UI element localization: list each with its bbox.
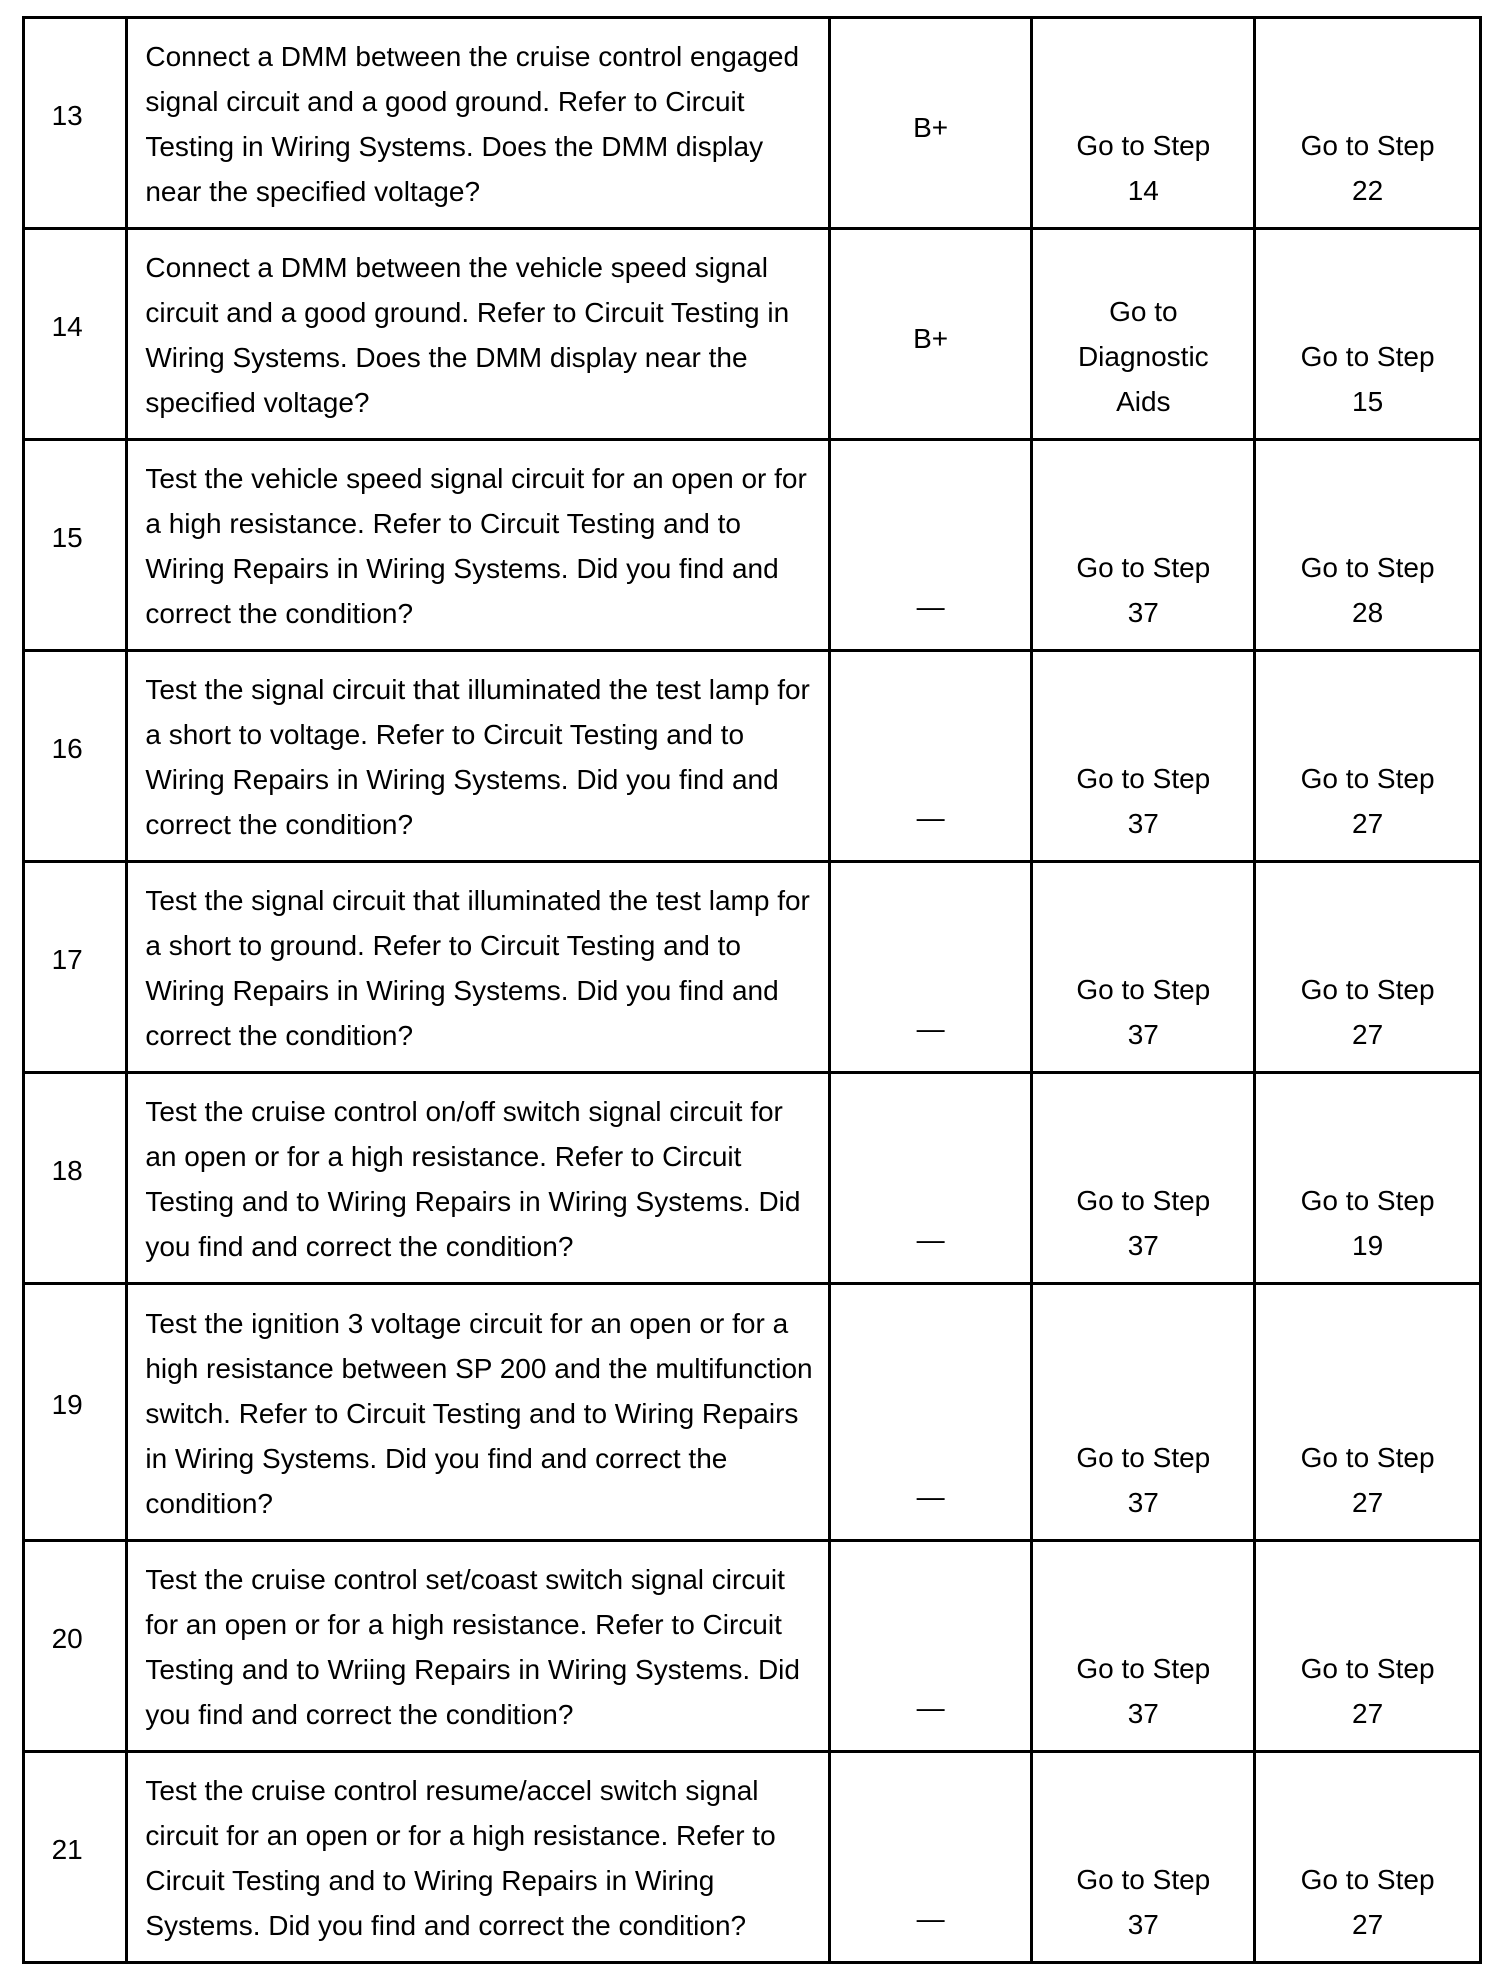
table-row xyxy=(24,651,1481,862)
yes-result-cell: Go to Step 37 xyxy=(1032,440,1255,651)
step-number: 20 xyxy=(51,1622,83,1654)
yes-result-cell: Go to Diagnostic Aids xyxy=(1032,229,1255,440)
step-number-cell xyxy=(24,1541,127,1752)
step-number: 14 xyxy=(51,310,83,342)
table-row xyxy=(24,1752,1481,1963)
action-cell: Test the vehicle speed signal circuit for an open or for a high resistance. Refer to Circuit Testing and to Wiring Repairs in Wiring Systems. Did you find and correct the condition? xyxy=(127,440,829,651)
table-row xyxy=(24,229,1481,440)
no-result-cell: Go to Step 19 xyxy=(1255,1073,1481,1284)
action-cell: Test the signal circuit that illuminated the test lamp for a short to ground. Refer to Circuit Testing and to Wiring Repairs in Wiring Systems. Did you find and correct the condition? xyxy=(127,862,829,1073)
step-number-cell xyxy=(24,862,127,1073)
table-row xyxy=(24,18,1481,229)
step-number-cell xyxy=(24,440,127,651)
no-result-cell: Go to Step 27 xyxy=(1255,1284,1481,1541)
yes-result-cell: Go to Step 37 xyxy=(1032,862,1255,1073)
value-cell: — xyxy=(829,1541,1032,1752)
action-cell: Test the ignition 3 voltage circuit for an open or for a high resistance between SP 200 and the multifunction switch. Refer to Circuit Testing and to Wiring Repairs in Wiring Systems. Did you find and correct the condition? xyxy=(127,1284,829,1541)
yes-result-cell: Go to Step 37 xyxy=(1032,1284,1255,1541)
step-number-cell xyxy=(24,651,127,862)
no-result-cell: Go to Step 27 xyxy=(1255,651,1481,862)
step-number: 18 xyxy=(51,1154,83,1186)
table-row xyxy=(24,1073,1481,1284)
step-number-cell xyxy=(24,229,127,440)
step-number: 21 xyxy=(51,1833,83,1865)
action-cell: Connect a DMM between the cruise control engaged signal circuit and a good ground. Refer to Circuit Testing in Wiring Systems. Does the DMM display near the specified voltage? xyxy=(127,18,829,229)
diagnostic-steps-table xyxy=(22,16,1482,1964)
action-cell: Test the cruise control on/off switch signal circuit for an open or for a high resistance. Refer to Circuit Testing and to Wiring Repairs in Wiring Systems. Did you find and correct the condition? xyxy=(127,1073,829,1284)
table-row xyxy=(24,1541,1481,1752)
yes-result-cell: Go to Step 37 xyxy=(1032,1073,1255,1284)
value-cell: — xyxy=(829,1284,1032,1541)
no-result-cell: Go to Step 27 xyxy=(1255,1541,1481,1752)
action-cell: Test the signal circuit that illuminated the test lamp for a short to voltage. Refer to Circuit Testing and to Wiring Repairs in Wiring Systems. Did you find and correct the condition? xyxy=(127,651,829,862)
value-cell: B+ xyxy=(829,18,1032,229)
no-result-cell: Go to Step 28 xyxy=(1255,440,1481,651)
step-number-cell xyxy=(24,1284,127,1541)
yes-result-cell: Go to Step 14 xyxy=(1032,18,1255,229)
value-cell: B+ xyxy=(829,229,1032,440)
step-number: 19 xyxy=(51,1388,83,1420)
value-cell: — xyxy=(829,440,1032,651)
action-cell: Test the cruise control set/coast switch signal circuit for an open or for a high resistance. Refer to Circuit Testing and to Wriing Repairs in Wiring Systems. Did you find and correct the condition? xyxy=(127,1541,829,1752)
no-result-cell: Go to Step 22 xyxy=(1255,18,1481,229)
table-row xyxy=(24,1284,1481,1541)
value-cell: — xyxy=(829,862,1032,1073)
step-number-cell xyxy=(24,1073,127,1284)
no-result-cell: Go to Step 27 xyxy=(1255,1752,1481,1963)
step-number-cell xyxy=(24,1752,127,1963)
yes-result-cell: Go to Step 37 xyxy=(1032,651,1255,862)
value-cell: — xyxy=(829,1752,1032,1963)
no-result-cell: Go to Step 15 xyxy=(1255,229,1481,440)
action-cell: Connect a DMM between the vehicle speed signal circuit and a good ground. Refer to Circuit Testing in Wiring Systems. Does the DMM display near the specified voltage? xyxy=(127,229,829,440)
value-cell: — xyxy=(829,651,1032,862)
yes-result-cell: Go to Step 37 xyxy=(1032,1541,1255,1752)
step-number: 17 xyxy=(51,943,83,975)
step-number: 16 xyxy=(51,732,83,764)
step-number-cell xyxy=(24,18,127,229)
step-number: 13 xyxy=(51,99,83,131)
step-number: 15 xyxy=(51,521,83,553)
value-cell: — xyxy=(829,1073,1032,1284)
no-result-cell: Go to Step 27 xyxy=(1255,862,1481,1073)
table-row xyxy=(24,862,1481,1073)
action-cell: Test the cruise control resume/accel switch signal circuit for an open or for a high resistance. Refer to Circuit Testing and to Wiring Repairs in Wiring Systems. Did you find and correct the condition? xyxy=(127,1752,829,1963)
table-row xyxy=(24,440,1481,651)
yes-result-cell: Go to Step 37 xyxy=(1032,1752,1255,1963)
